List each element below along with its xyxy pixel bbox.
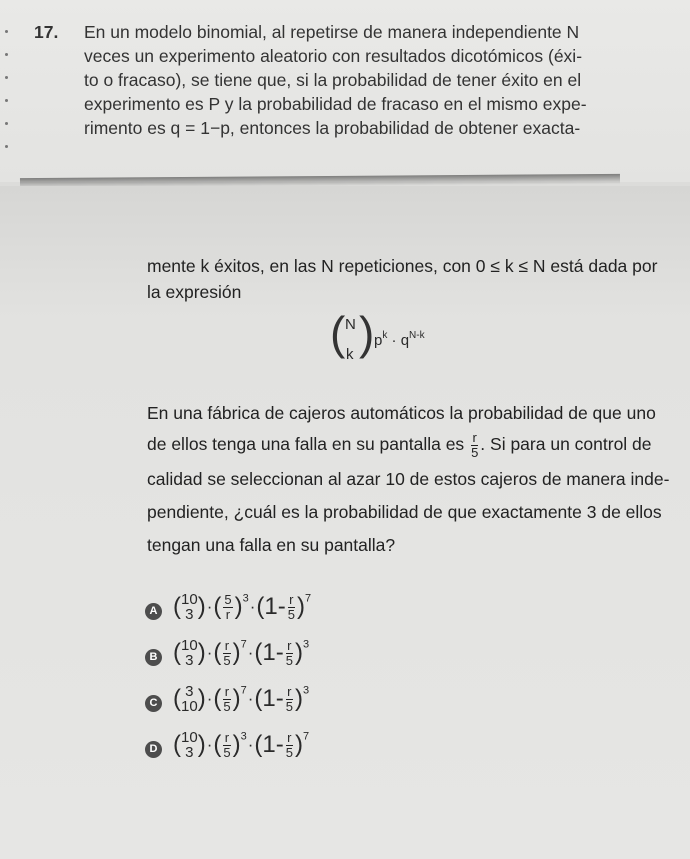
statement-line-with-fraction	[147, 429, 652, 460]
continuation-line: mente k éxitos, en las N repeticiones, con 0 ≤ k ≤ N está dada por	[147, 256, 658, 276]
intro-line: veces un experimento aleatorio con resultados dicotómicos (éxi-	[84, 46, 583, 66]
question-number: 17.	[34, 22, 59, 42]
formula-exp-nk: N-k	[409, 330, 425, 341]
formula-dot: ·	[391, 332, 397, 349]
formula-powers	[374, 330, 425, 349]
option-expression: ( 10 3 )·( $\frac{r}{5}$ )$^7$·(1- $\frac{r}{5}$ )$^3$	[173, 637, 310, 669]
option-b[interactable]	[145, 638, 405, 684]
binomial-formula	[330, 307, 450, 370]
formula-base-q: q	[400, 332, 410, 349]
statement-text: . Si para un control de	[480, 434, 652, 454]
intro-line: En un modelo binomial, al repetirse de manera independiente N	[84, 22, 580, 42]
option-d[interactable]	[145, 730, 405, 776]
continuation-line: la expresión	[147, 282, 242, 302]
formula-exp-k: k	[382, 330, 388, 341]
formula-base-p: p	[374, 332, 383, 349]
statement-line: calidad se seleccionan al azar 10 de estos cajeros de manera inde-	[147, 469, 670, 489]
option-c[interactable]	[145, 684, 405, 730]
formula-right-paren: )	[359, 307, 375, 359]
intro-line: experimento es P y la probabilidad de fracaso en el mismo expe-	[84, 94, 587, 114]
intro-line: rimento es q = 1−p, entonces la probabilidad de obtener exacta-	[84, 118, 581, 138]
page-top-section	[0, 0, 690, 182]
inline-fraction-r-over-5: $\frac{r}{5}$	[471, 429, 479, 460]
option-letter-badge: A	[145, 603, 162, 620]
statement-line: tengan una falla en su pantalla?	[147, 535, 396, 555]
option-letter-badge: C	[145, 695, 162, 712]
option-letter-badge: D	[145, 741, 162, 758]
option-expression: ( 10 3 )·( $\frac{5}{r}$ )$^3$·(1- $\frac{r}{5}$ )$^7$	[173, 591, 312, 623]
statement-line: pendiente, ¿cuál es la probabilidad de que exactamente 3 de ellos	[147, 502, 662, 522]
option-a[interactable]	[145, 592, 405, 638]
option-expression: ( 10 3 )·( $\frac{r}{5}$ )$^3$·(1- $\frac{r}{5}$ )$^7$	[173, 729, 310, 761]
formula-binom-top: N	[345, 316, 356, 333]
binder-holes	[5, 30, 8, 168]
statement-text: de ellos tenga una falla en su pantalla es	[147, 434, 465, 454]
formula-left-paren: (	[330, 307, 346, 359]
statement-line: En una fábrica de cajeros automáticos la probabilidad de que uno	[147, 403, 656, 423]
intro-line: to o fracaso), se tiene que, si la probabilidad de tener éxito en el	[84, 70, 582, 90]
formula-binom-bottom: k	[346, 346, 354, 363]
option-expression: ( 3 10 )·( $\frac{r}{5}$ )$^7$·(1- $\frac{r}{5}$ )$^3$	[173, 683, 310, 715]
option-letter-badge: B	[145, 649, 162, 666]
